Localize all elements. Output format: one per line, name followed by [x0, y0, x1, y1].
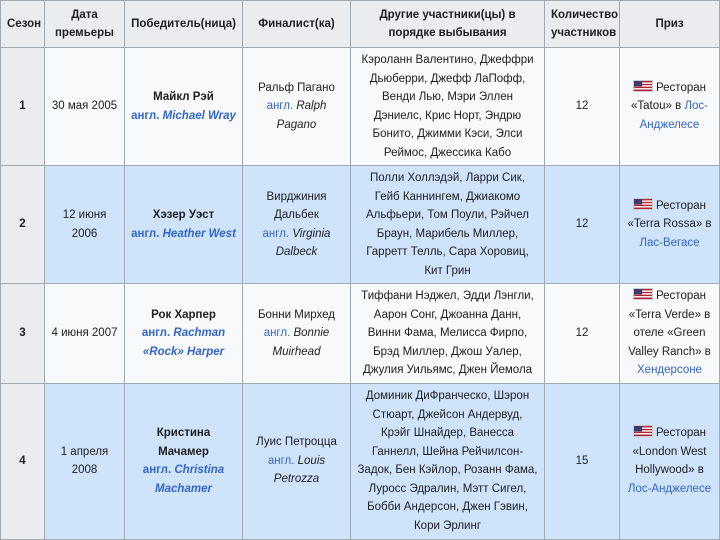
table-row — [1, 166, 720, 284]
us-flag-icon — [633, 198, 653, 210]
winner-name: Рок Харпер — [151, 308, 216, 321]
finalist-cell — [243, 383, 351, 539]
winner-english-name: Christina Machamer — [155, 464, 225, 495]
winner-english-name: Michael Wray — [162, 109, 236, 122]
us-flag-icon — [633, 288, 653, 300]
header-season[interactable]: Сезон — [1, 1, 45, 48]
winner-english-name: Heather West — [162, 227, 236, 240]
winner-name: Кристина Мачамер — [156, 427, 211, 458]
prize-cell — [620, 383, 720, 539]
prize-city-link[interactable]: Лос-Анджелесе — [639, 100, 708, 131]
header-count[interactable]: Количество участников — [545, 1, 620, 48]
header-winner[interactable]: Победитель(ница) — [125, 1, 243, 48]
winner-english-name: Rachman «Rock» Harper — [142, 327, 226, 358]
contestant-count: 15 — [545, 383, 620, 539]
finalist-english-name: Bonnie Muirhead — [272, 327, 330, 358]
prize-cell — [620, 48, 720, 166]
lang-link[interactable]: англ. — [141, 327, 171, 339]
finalist-english-name: Ralph Pagano — [276, 100, 327, 131]
prize-cell — [620, 284, 720, 384]
lang-link[interactable]: англ. — [266, 100, 294, 113]
us-flag-icon — [633, 80, 653, 92]
lang-link[interactable]: англ. — [263, 327, 291, 339]
season-number: 4 — [1, 383, 45, 539]
table-row — [1, 48, 720, 166]
finalist-cell — [243, 166, 351, 284]
finalist-english-name: Louis Petrozza — [273, 454, 326, 486]
table-row — [1, 383, 720, 539]
lang-link[interactable]: англ. — [131, 227, 160, 240]
finalist-name: Вирджиния Дальбек — [266, 190, 327, 221]
winner-cell — [125, 284, 243, 384]
premiere-date: 30 мая 2005 — [45, 48, 125, 166]
premiere-date: 4 июня 2007 — [45, 284, 125, 384]
header-row — [1, 1, 720, 48]
lang-link[interactable]: англ. — [262, 227, 290, 240]
season-number: 3 — [1, 284, 45, 384]
prize-city-link[interactable]: Лас-Вегасе — [639, 236, 700, 249]
season-number: 1 — [1, 48, 45, 166]
header-date[interactable]: Дата премьеры — [45, 1, 125, 48]
prize-text: Ресторан «Terra Rossa» в — [627, 199, 712, 231]
header-prize[interactable]: Приз — [620, 1, 720, 48]
season-number: 2 — [1, 166, 45, 284]
finalist-name: Луис Петроцца — [256, 436, 337, 449]
winner-cell — [125, 383, 243, 539]
premiere-date: 12 июня 2006 — [45, 166, 125, 284]
winner-name: Майкл Рэй — [153, 91, 214, 103]
finalist-english-name: Virginia Dalbeck — [275, 227, 331, 258]
prize-cell — [620, 166, 720, 284]
finalist-name: Бонни Мирхед — [257, 308, 335, 321]
winner-cell — [125, 166, 243, 284]
header-others[interactable]: Другие участники(цы) в порядке выбывания — [351, 1, 545, 48]
finalist-name: Ральф Пагано — [258, 81, 335, 94]
prize-city-link[interactable]: Лос-Анджелесе — [627, 482, 712, 495]
other-contestants: Доминик ДиФранческо, Шэрон Стюарт, Джейсон Андервуд, Крэйг Шнайдер, Ванесса Ганнелл, Шейна Рейчилсон-Задок, Бен Кэйлор, Розанн Фама, Луросс Эдралин, Мэтт Сигел, Бобби Андерсон, Джен Гэвин, Кори Эрлинг — [351, 383, 545, 539]
contestant-count: 12 — [545, 48, 620, 166]
other-contestants: Кэроланн Валентино, Джеффри Дьюберри, Джефф ЛаПофф, Венди Лью, Мэри Эллен Дэниелс, Крис Норт, Эндрю Бонито, Джимми Кэси, Элси Реймос, Джессика Кабо — [351, 48, 545, 166]
lang-link[interactable]: англ. — [142, 464, 172, 476]
other-contestants: Тиффани Нэджел, Эдди Лэнгли, Аарон Сонг, Джоанна Данн, Винни Фама, Мелисса Фирпо, Брэд Миллер, Джош Уалер, Джулия Уильямс, Джен Йемола — [351, 284, 545, 384]
contestant-count: 12 — [545, 284, 620, 384]
lang-link[interactable]: англ. — [267, 454, 295, 467]
lang-link[interactable]: англ. — [131, 109, 160, 122]
us-flag-icon — [633, 425, 653, 437]
finalist-cell — [243, 48, 351, 166]
prize-text: Ресторан «London West Hollywood» в — [632, 427, 707, 476]
winner-name: Хэзер Уэст — [152, 209, 215, 221]
finalist-cell — [243, 284, 351, 384]
premiere-date: 1 апреля 2008 — [45, 383, 125, 539]
other-contestants: Полли Холлэдэй, Ларри Сик, Гейб Каннингем, Джиакомо Альфьери, Том Поули, Рэйчел Браун, Марибель Миллер, Гарретт Телль, Сара Хоровиц, Кит Грин — [351, 166, 545, 284]
header-finalist[interactable]: Финалист(ка) — [243, 1, 351, 48]
prize-text: Ресторан «Terra Verde» в отеле «Green Valley Ranch» в — [628, 290, 711, 358]
prize-city-link[interactable]: Хендерсоне — [637, 364, 702, 376]
prize-text: Ресторан «Tatou» в — [631, 81, 706, 113]
winner-cell — [125, 48, 243, 166]
table-row — [1, 284, 720, 384]
contestant-count: 12 — [545, 166, 620, 284]
